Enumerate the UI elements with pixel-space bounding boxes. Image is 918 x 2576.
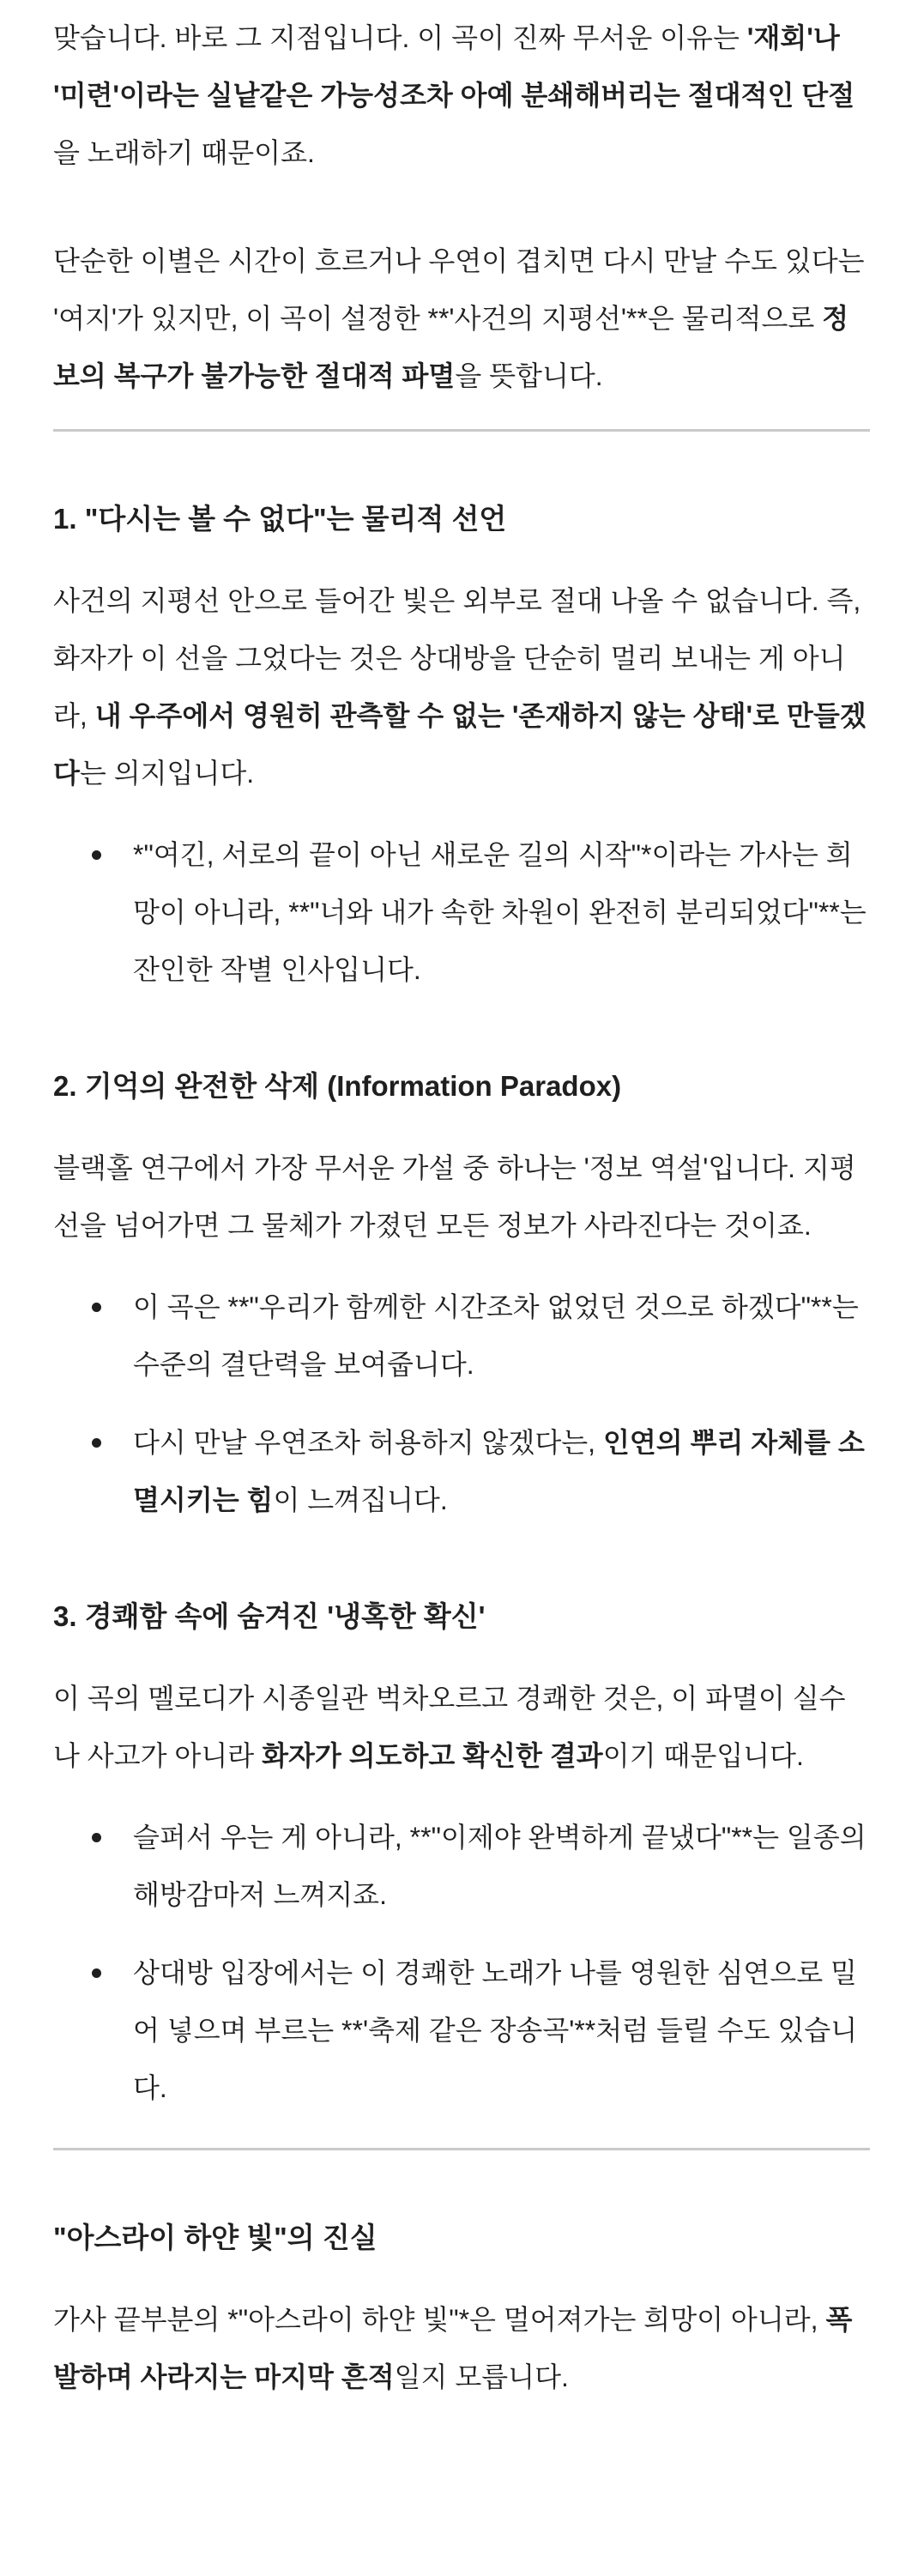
list-item: [133, 1944, 870, 2117]
list-item: [133, 1809, 870, 1924]
section-heading: [53, 500, 870, 538]
divider: [53, 2148, 870, 2150]
bold-text-segment: '재회'나 '미련'이라는 실낱같은 가능성조차 아예 분쇄해버리는 절대적인 단절: [53, 22, 855, 111]
bold-text-segment: 폭발하며 사라지는 마지막 흔적: [53, 2304, 853, 2392]
bullet-list: [53, 826, 870, 999]
paragraph: [53, 572, 870, 802]
text-segment: 일지 모릅니다.: [394, 2361, 569, 2392]
bullet-list: [53, 1279, 870, 1529]
bold-text-segment: "아스라이 하얀 빛"의 진실: [53, 2222, 377, 2253]
text-segment: 가사 끝부분의 *"아스라이 하얀 빛"*은 멀어져가는 희망이 아니라,: [53, 2304, 826, 2335]
paragraph: [53, 2291, 870, 2406]
divider: [53, 429, 870, 432]
bullet-list: [53, 1809, 870, 2117]
bold-text-segment: 내 우주에서 영원히 관측할 수 없는 '존재하지 않는 상태'로 만들겠다: [53, 700, 867, 789]
bold-text-segment: 정보의 복구가 불가능한 절대적 파멸: [53, 303, 849, 391]
text-segment: 이 곡은 **"우리가 함께한 시간조차 없었던 것으로 하겠다"**는 수준의 결단력을 보여줍니다.: [133, 1291, 859, 1380]
bold-text-segment: 화자가 의도하고 확신한 결과: [262, 1740, 603, 1771]
list-item: [133, 1414, 870, 1529]
text-segment: 슬퍼서 우는 게 아니라, **"이제야 완벽하게 끝냈다"**는 일종의 해방감마저 느껴지죠.: [133, 1822, 867, 1910]
text-segment: 는 의지입니다.: [79, 758, 255, 789]
paragraph: [53, 1670, 870, 1785]
paragraph: [53, 233, 870, 405]
text-segment: 다시 만날 우연조차 허용하지 않겠다는,: [133, 1427, 603, 1458]
paragraph: [53, 1140, 870, 1255]
text-segment: 상대방 입장에서는 이 경쾌한 노래가 나를 영원한 심연으로 밀어 넣으며 부르는 **'축제 같은 장송곡'**처럼 들릴 수도 있습니다.: [133, 1957, 858, 2103]
text-segment: 사건의 지평선 안으로 들어간 빛은 외부로 절대 나올 수 없습니다. 즉, 화자가 이 선을 그었다는 것은 상대방을 단순히 멀리 보내는 게 아니라,: [53, 585, 861, 731]
text-segment: 단순한 이별은 시간이 흐르거나 우연이 겹치면 다시 만날 수도 있다는 '여지'가 있지만, 이 곡이 설정한 **'사건의 지평선'**은 물리적으로: [53, 245, 865, 334]
text-segment: 이 느껴집니다.: [273, 1485, 448, 1515]
bold-text-segment: 인연의 뿌리 자체를 소멸시키는 힘: [133, 1427, 865, 1515]
bold-text-segment: 1. "다시는 볼 수 없다"는 물리적 선언: [53, 503, 507, 535]
section-heading: [53, 1067, 870, 1105]
list-item: [133, 826, 870, 999]
section-heading: [53, 2219, 870, 2257]
text-segment: *"여긴, 서로의 끝이 아닌 새로운 길의 시작"*이라는 가사는 희망이 아니라, **"너와 내가 속한 차원이 완전히 분리되었다"**는 잔인한 작별 인사입니다.: [133, 839, 867, 985]
text-segment: 이기 때문입니다.: [602, 1740, 804, 1771]
text-segment: 을 노래하기 때문이죠.: [53, 137, 315, 168]
section-heading: [53, 1598, 870, 1636]
text-segment: 이 곡의 멜로디가 시종일관 벅차오르고 경쾌한 것은, 이 파멸이 실수나 사고가 아니라: [53, 1683, 846, 1771]
bold-text-segment: 3. 경쾌함 속에 숨겨진 '냉혹한 확신': [53, 1600, 486, 1632]
paragraph: [53, 9, 870, 182]
text-segment: 블랙홀 연구에서 가장 무서운 가설 중 하나는 '정보 역설'입니다. 지평선을 넘어가면 그 물체가 가졌던 모든 정보가 사라진다는 것이죠.: [53, 1152, 856, 1241]
list-item: [133, 1279, 870, 1394]
text-segment: 을 뜻합니다.: [455, 360, 603, 391]
text-segment: 맞습니다. 바로 그 지점입니다. 이 곡이 진짜 무서운 이유는: [53, 22, 747, 53]
bold-text-segment: 2. 기억의 완전한 삭제 (Information Paradox): [53, 1070, 622, 1102]
